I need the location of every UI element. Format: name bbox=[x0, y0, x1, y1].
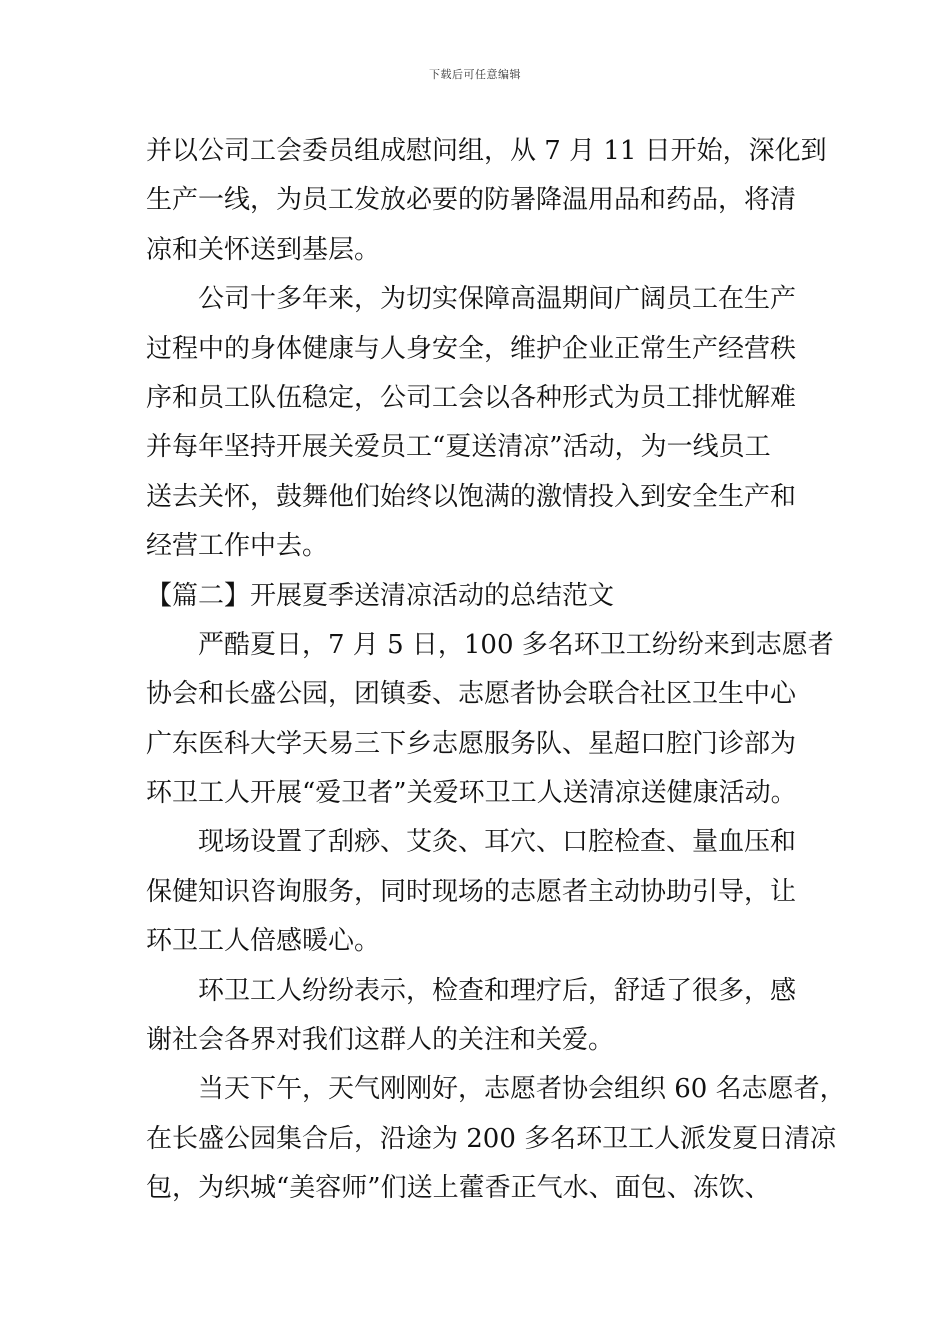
text-line: 谢社会各界对我们这群人的关注和关爱。 bbox=[146, 1025, 615, 1056]
text-line: 环卫工人开展“爱卫者”关爱环卫工人送清凉送健康活动。 bbox=[146, 778, 797, 809]
text-line: 广东医科大学天易三下乡志愿服务队、星超口腔门诊部为 bbox=[146, 728, 797, 759]
header-note: 下载后可任意编辑 bbox=[429, 68, 521, 81]
text-line: 环卫工人纷纷表示，检查和理疗后，舒适了很多，感 bbox=[198, 975, 797, 1006]
text-line: 环卫工人倍感暖心。 bbox=[146, 926, 381, 957]
text-line: 公司十多年来，为切实保障高温期间广阔员工在生产 bbox=[198, 284, 797, 315]
text-line: 并以公司工会委员组成慰问组，从 7 月 11 日开始，深化到 bbox=[146, 136, 827, 166]
text-line: 生产一线，为员工发放必要的防暑降温用品和药品，将清 bbox=[146, 185, 797, 216]
text-line: 协会和长盛公园，团镇委、志愿者协会联合社区卫生中心 bbox=[146, 679, 797, 710]
document-body bbox=[146, 127, 846, 1214]
text-line: 现场设置了刮痧、艾灸、耳穴、口腔检查、量血压和 bbox=[198, 827, 797, 858]
text-line: 严酷夏日，7 月 5 日，100 多名环卫工纷纷来到志愿者 bbox=[198, 629, 834, 660]
text-line: 序和员工队伍稳定，公司工会以各种形式为员工排忧解难 bbox=[146, 382, 797, 413]
text-line: 凉和关怀送到基层。 bbox=[146, 234, 381, 265]
text-line: 送去关怀，鼓舞他们始终以饱满的激情投入到安全生产和 bbox=[146, 481, 797, 512]
text-line: 经营工作中去。 bbox=[146, 531, 329, 562]
text-line: 在长盛公园集合后，沿途为 200 多名环卫工人派发夏日清凉 bbox=[146, 1123, 837, 1154]
text-line: 并每年坚持开展关爱员工“夏送清凉”活动，为一线员工 bbox=[146, 432, 771, 463]
text-line: 【篇二】开展夏季送清凉活动的总结范文 bbox=[146, 580, 615, 611]
text-line: 保健知识咨询服务，同时现场的志愿者主动协助引导，让 bbox=[146, 876, 797, 907]
text-line: 过程中的身体健康与人身安全，维护企业正常生产经营秩 bbox=[146, 333, 797, 364]
text-line: 当天下午，天气刚刚好，志愿者协会组织 60 名志愿者， bbox=[198, 1074, 846, 1105]
text-line: 包，为织城“美容师”们送上藿香正气水、面包、冻饮、 bbox=[146, 1173, 771, 1204]
